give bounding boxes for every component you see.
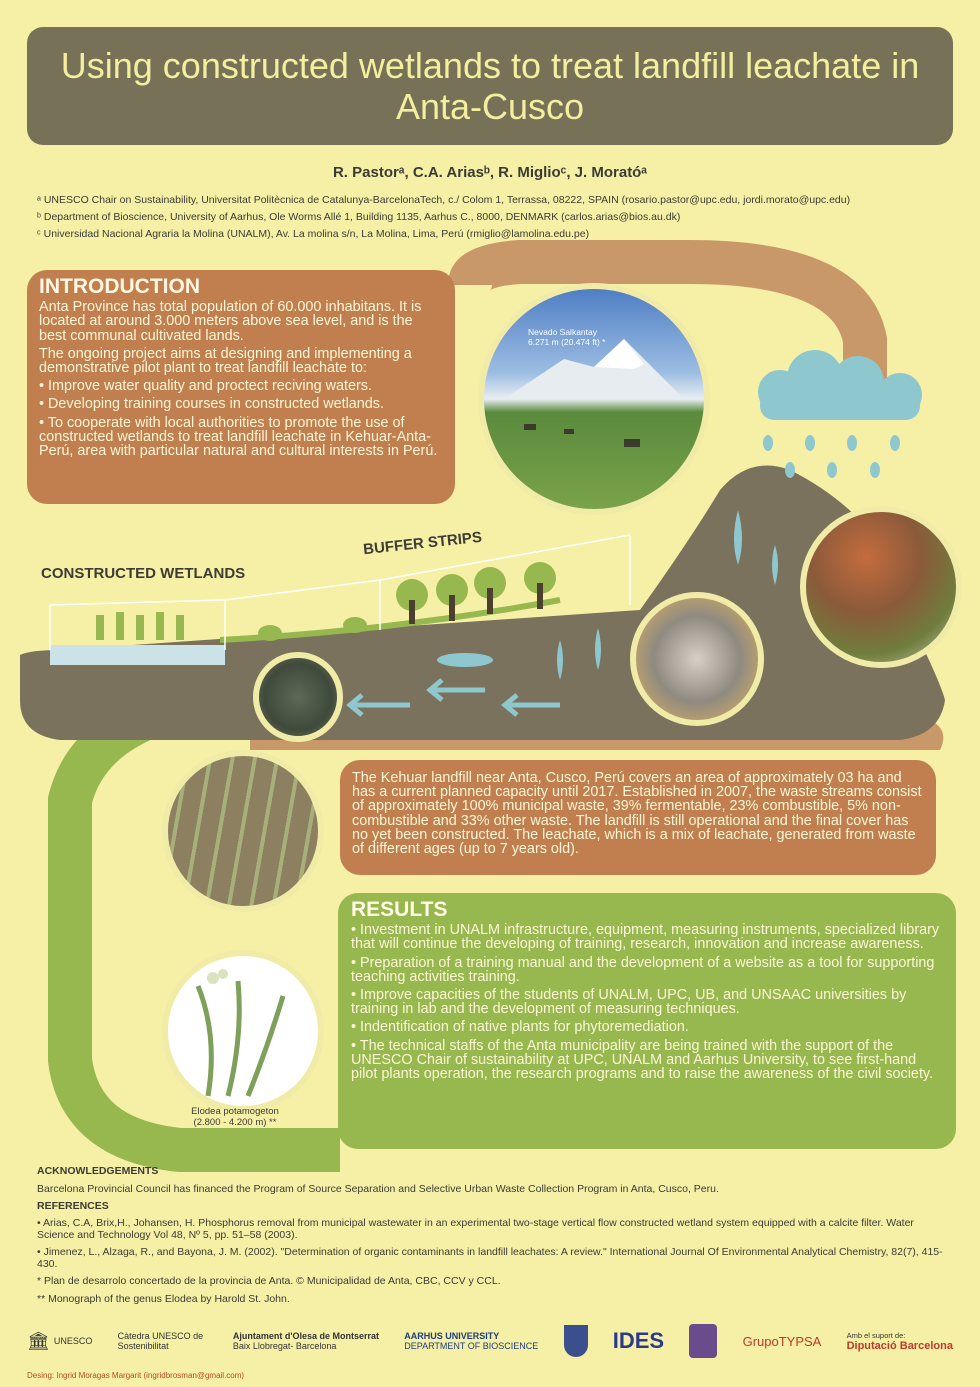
catedra-logo: Càtedra UNESCO de Sostenibilitat [117, 1331, 204, 1351]
buffer-strips-label: BUFFER STRIPS [362, 528, 483, 559]
crest-icon [689, 1324, 717, 1358]
poster-title: Using constructed wetlands to treat landfill leachate in Anta-Cusco [60, 45, 920, 127]
waste-pile-photo [630, 592, 764, 726]
mountain-caption: Nevado Salkantay 6.271 m (20.474 ft) * [528, 327, 606, 347]
result-item: • Preparation of a training manual and the development of a website as a tool for supporting teaching activities training. [351, 954, 935, 985]
elodea-icon [168, 956, 318, 1106]
affiliation-a: ᵃ UNESCO Chair on Sustainability, Universitat Politècnica de Catalunya-BarcelonaTech, c./ Colom 1, Terrassa, 08222, SPAIN (rosario.pastor@upc.edu, jordi.morato@upc.edu) [37, 194, 851, 206]
shield-icon [564, 1325, 588, 1357]
reference-4: ** Monograph of the genus Elodea by Harold St. John. [37, 1293, 290, 1305]
result-item: • Improve capacities of the students of UNALM, UPC, UB, and UNSAAC universities by training in lab and the development of measuring techniques. [351, 987, 907, 1018]
result-item: • Indentification of native plants for phytoremediation. [351, 1019, 689, 1036]
mountain-photo [478, 283, 710, 515]
design-credit: Desing: Ingrid Moragas Margarit (ingridbrosman@gmail.com) [27, 1371, 245, 1380]
typsa-logo: GrupoTYPSA [742, 1333, 822, 1349]
olesa-logo: Ajuntament d'Olesa de Montserrat Baix Llobregat- Barcelona [232, 1331, 380, 1351]
ides-logo: IDES [612, 1328, 665, 1353]
mountain-graphic [484, 289, 704, 509]
kehuar-landfill-panel [340, 760, 936, 875]
wetland-beds-photo [162, 750, 324, 912]
affiliation-c: ᶜ Universidad Nacional Agraria la Molina (UNALM), Av. La molina s/n, La Molina, Lima, Perú (rmiglio@lamolina.edu.pe) [37, 228, 590, 240]
reference-3: * Plan de desarrolo concertado de la provincia de Anta. © Municipalidad de Anta, CBC, CCV y CCL. [37, 1275, 501, 1287]
landfill-workers-photo [800, 506, 962, 668]
results-panel [338, 893, 956, 1149]
result-item: • The technical staffs of the Anta municipality are being trained with the support of the UNESCO Chair of sustainability at UPC, UNALM and Aarhus University, to see first-hand pilot plants operation, the research programs and to raise the awareness of the civil society. [351, 1037, 934, 1083]
temple-icon: 🏛 [27, 1330, 50, 1351]
elodea-caption: Elodea potamogeton (2.800 - 4.200 m) ** [191, 1106, 279, 1128]
reference-1: • Arias, C.A, Brix,H., Johansen, H. Phosphorus removal from municipal wastewater in an experimental two-stage vertical flow constructed wetland system equipped with a calcite filter. Water Science and Technology Vol 48, Nº 5, pp. 51–58 (2003). [37, 1217, 914, 1241]
intro-bullet-1: • Improve water quality and proctect reciving waters. [39, 378, 372, 395]
result-item: • Investment in UNALM infrastructure, equipment, measuring instruments, specialized library that will continue the developing of training, research, innovation and increase awareness. [351, 922, 940, 953]
elodea-plant-drawing [162, 950, 324, 1112]
acknowledgements-text: Barcelona Provincial Council has financed the Program of Source Separation and Selective Urban Waste Collection Program in Anta, Cusco, Peru. [37, 1183, 719, 1195]
introduction-heading: INTRODUCTION [39, 275, 200, 298]
intro-bullet-3: • To cooperate with local authorities to promote the use of constructed wetlands to treat landfill leachate in Kehuar-Anta-Perú, area with particular natural and cultural interests in Perú. [39, 414, 438, 460]
results-heading: RESULTS [351, 898, 448, 921]
intro-bullet-2: • Developing training courses in constructed wetlands. [39, 396, 385, 413]
acknowledgements-heading: ACKNOWLEDGEMENTS [37, 1165, 159, 1177]
authors: R. Pastorᵃ, C.A. Ariasᵇ, R. Miglioᶜ, J. Moratóᵃ [332, 164, 648, 181]
pond-photo [253, 652, 343, 742]
constructed-wetlands-label: CONSTRUCTED WETLANDS [41, 565, 246, 582]
affiliation-b: ᵇ Department of Bioscience, University of Aarhus, Ole Worms Allé 1, Building 1135, Aarhus C., 8000, DENMARK (carlos.arias@bios.au.dk) [37, 211, 681, 223]
introduction-panel [27, 270, 455, 504]
reference-2: • Jimenez, L., Alzaga, R., and Bayona, J. M. (2002). "Determination of organic contaminants in landfill leachates: A review." International Journal Of Environmental Analytical Chemistry, 82(7), 415-430. [37, 1246, 943, 1270]
kehuar-text: The Kehuar landfill near Anta, Cusco, Perú covers an area of approximately 03 ha and has a current planned capacity until 2017. Established in 2007, the waste streams consist of approximately 100% municipal waste, 39% fermentable, 23% combustible, 5% non-combustible and 33% other waste. The landfill is still operational and the final cover has no yet been constructed. The leachate, which is a mix of leachate, generated from waste of different ages (up to 7 years old). [352, 770, 922, 858]
intro-paragraph-1: Anta Province has total population of 60.000 inhabitans. It is located at around 3.000 meters above sea level, and is the best communal cultivated lands. [39, 299, 422, 344]
sponsor-logos [27, 1315, 953, 1367]
references-heading: REFERENCES [37, 1200, 109, 1212]
unesco-logo: 🏛 UNESCO [27, 1330, 93, 1351]
intro-paragraph-2: The ongoing project aims at designing and implementing a demonstrative pilot plant to treat landfill leachate to: [39, 345, 412, 377]
aarhus-logo: AARHUS UNIVERSITY DEPARTMENT OF BIOSCIENCE [404, 1331, 539, 1351]
diputacio-logo: Amb el suport de: Diputació Barcelona [846, 1330, 953, 1352]
